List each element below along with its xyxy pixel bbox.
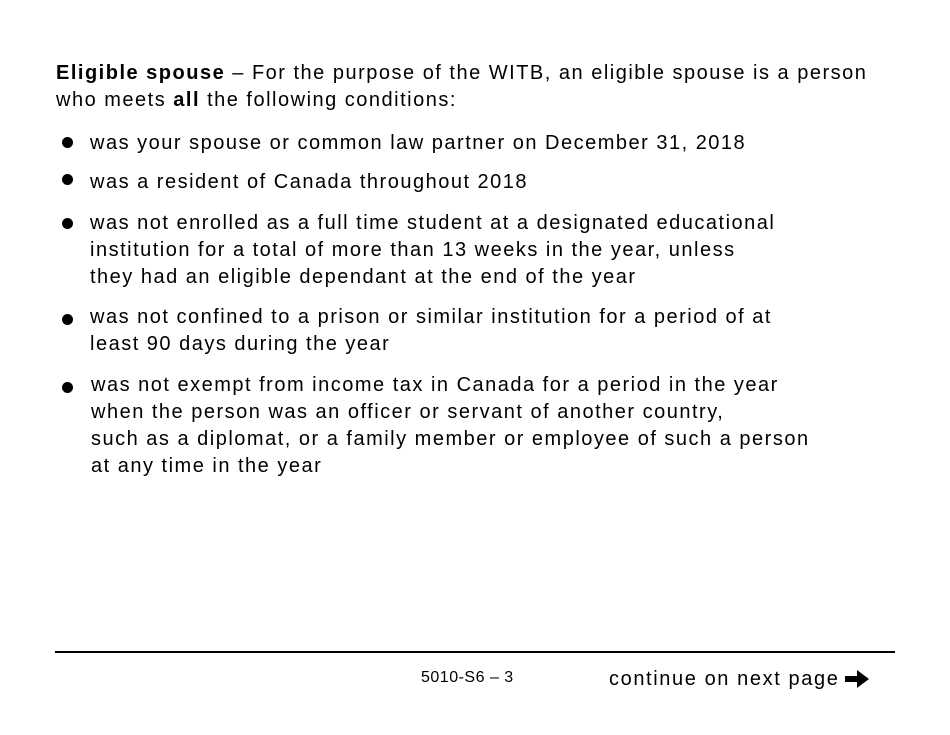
bullet-icon (62, 382, 73, 393)
definition-text-part-1: – For the purpose of the WITB, an eligible spouse is a person who meets (56, 62, 868, 111)
arrow-right-icon (843, 667, 871, 691)
eligible-spouse-definition (56, 60, 896, 114)
definition-term: Eligible spouse (56, 62, 226, 84)
definition-emphasis: all (173, 89, 201, 111)
bullet-icon (62, 218, 73, 229)
definition-text-part-2: the following conditions: (200, 89, 457, 111)
continue-label: continue on next page (609, 668, 840, 690)
form-page-number: 5010-S6 – 3 (421, 669, 514, 686)
footer-divider (55, 651, 895, 653)
condition-text: was not exempt from income tax in Canada for a period in the year when the person was an officer or servant of another country, such as a diplomat, or a family member or employee of such a person at any time in the year (91, 374, 810, 477)
bullet-icon (62, 314, 73, 325)
condition-text: was not enrolled as a full time student at a designated educational institution for a total of more than 13 weeks in the year, unless they had an eligible dependant at the end of the year (90, 212, 776, 288)
condition-text: was not confined to a prison or similar institution for a period of at least 90 days during the year (90, 306, 772, 355)
condition-text: was a resident of Canada throughout 2018 (90, 171, 529, 193)
bullet-icon (62, 174, 73, 185)
continue-next-page (609, 665, 871, 693)
bullet-icon (62, 137, 73, 148)
condition-text: was your spouse or common law partner on December 31, 2018 (90, 132, 747, 154)
